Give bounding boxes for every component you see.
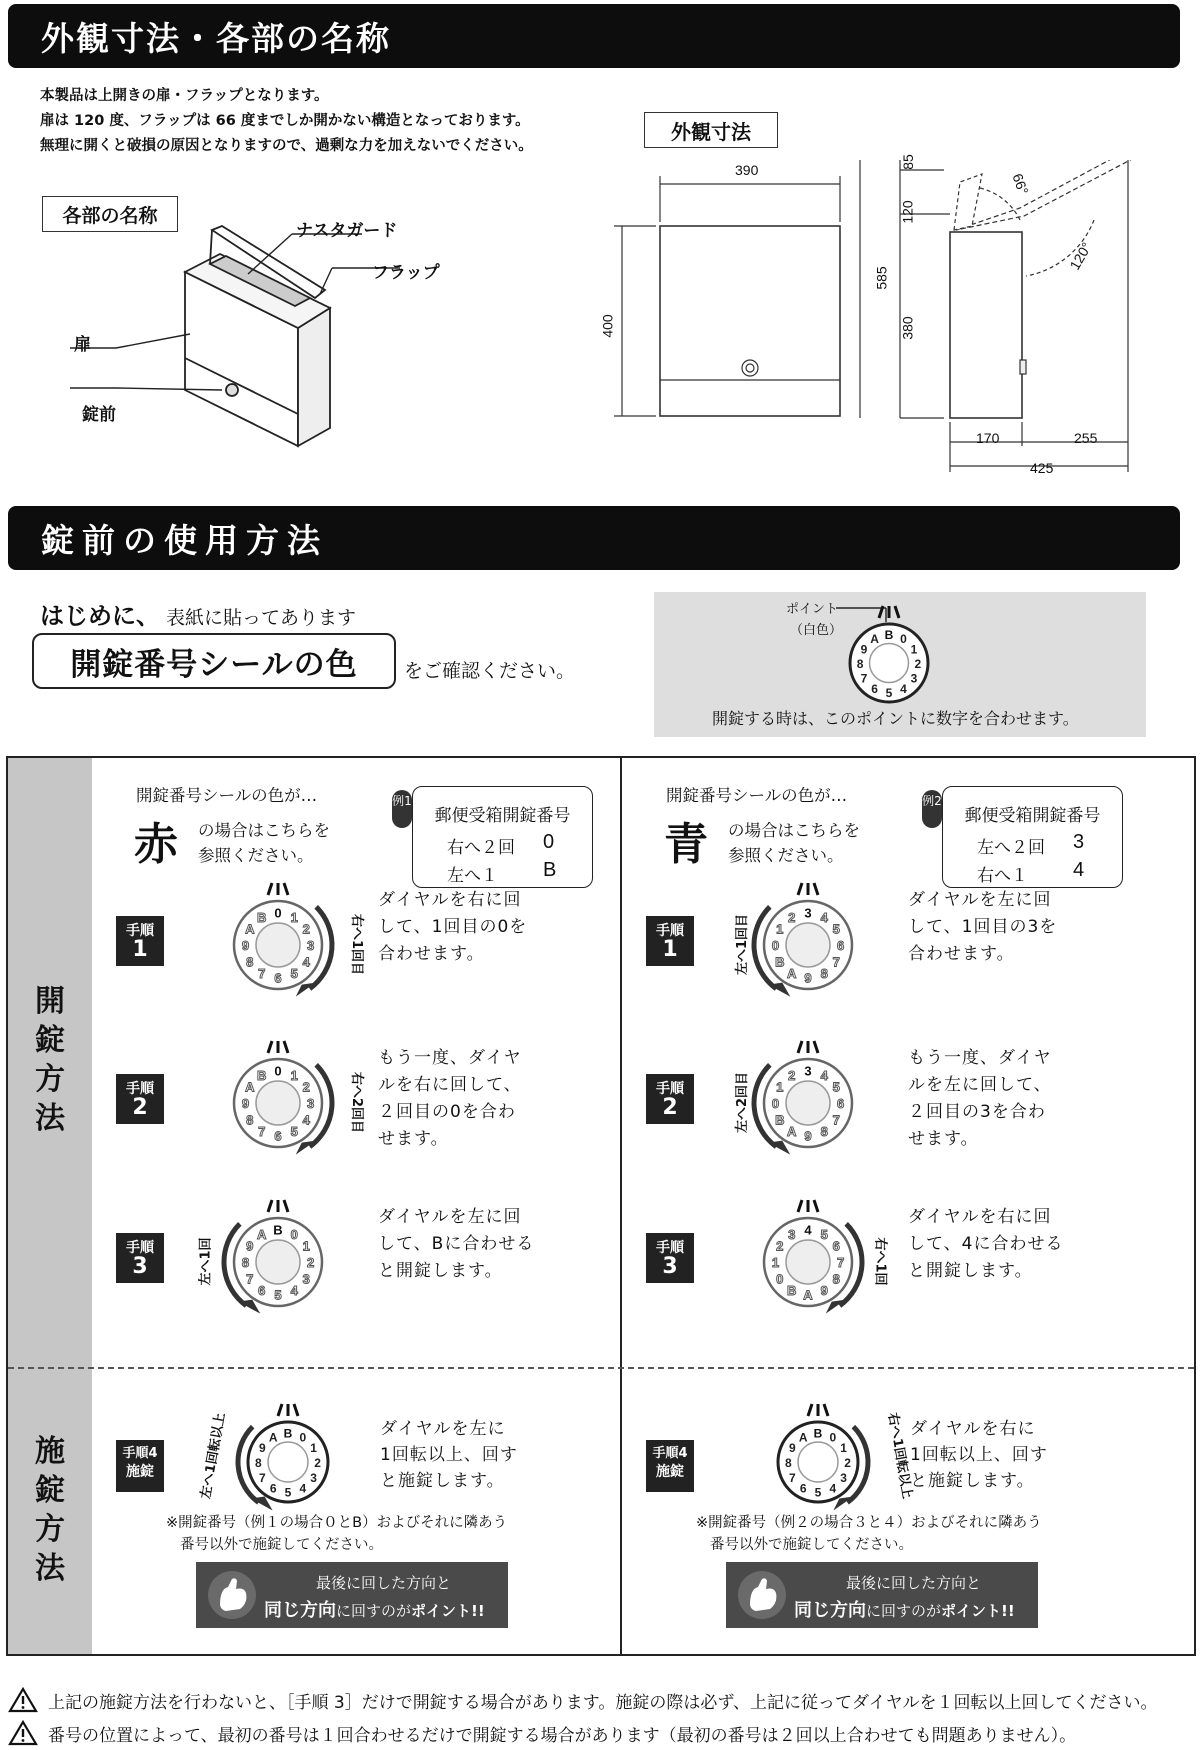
dim-255: 255 xyxy=(1074,430,1098,446)
note-line: 本製品は上開きの扉・フラップとなります。 xyxy=(40,88,329,104)
step-instruction xyxy=(908,1045,1052,1153)
step-badge xyxy=(646,1233,694,1283)
dial-digit: 2 xyxy=(788,1067,796,1083)
step-instruction-line: せます。 xyxy=(378,1129,449,1149)
lock-note-line: 番号以外で施錠してください。 xyxy=(180,1537,383,1553)
dial-digit: 8 xyxy=(820,966,828,982)
dim-total-height: 585 xyxy=(873,266,890,290)
dial-digit: B xyxy=(775,954,785,970)
tip-box xyxy=(726,1562,1038,1628)
lock-note-line: ※開錠番号（例２の場合３と４）およびそれに隣あう xyxy=(696,1515,1042,1531)
dial-icon xyxy=(230,1214,326,1310)
lock-note-line: 番号以外で施錠してください。 xyxy=(710,1537,913,1553)
step-badge-label: 手順 xyxy=(656,1240,684,1256)
dial-digit: 8 xyxy=(832,1271,840,1287)
dial-icon xyxy=(760,897,856,993)
dial-digit: 4 xyxy=(820,1067,828,1083)
step-instruction-line: ルを左に回して、 xyxy=(908,1075,1052,1095)
combination-title: 郵便受箱開錠番号 xyxy=(434,806,571,826)
dial-digit: 0 xyxy=(829,1430,837,1445)
dial-digit: 5 xyxy=(820,1226,828,1242)
dial-digit: 9 xyxy=(820,1283,828,1299)
dial-digit: A xyxy=(245,1079,255,1095)
step-instruction xyxy=(378,1204,534,1285)
lock-instruction-line: と施錠します。 xyxy=(380,1471,505,1491)
dial-digit: 9 xyxy=(259,1441,266,1456)
step-instruction-line: ルを右に回して、 xyxy=(378,1075,522,1095)
dial-digit: 5 xyxy=(290,1124,298,1140)
color-question: 開錠番号シールの色が… xyxy=(136,786,318,805)
lock-dial-icon xyxy=(244,1418,332,1506)
dial-digit: 2 xyxy=(788,909,796,925)
step-badge-label: 手順 xyxy=(126,1081,154,1097)
color-name: 青 xyxy=(664,819,708,870)
dial-digit: 1 xyxy=(290,1067,298,1083)
combination-row-label: 左へ１ xyxy=(447,866,498,886)
direction-label: 左へ2回目 xyxy=(735,1071,751,1134)
dial-digit: 9 xyxy=(860,642,868,657)
dial-digit: 7 xyxy=(832,954,840,970)
dial-digit: 1 xyxy=(310,1441,317,1456)
seal-color-highlight: 開錠番号シールの色 xyxy=(32,633,396,689)
dial-digit: A xyxy=(268,1430,278,1445)
dial-digit: 7 xyxy=(246,1271,254,1287)
color-hint-line: 参照ください。 xyxy=(728,846,844,865)
dial-digit: 4 xyxy=(302,1112,310,1128)
dial-digit: 2 xyxy=(302,1079,310,1095)
section-dash-divider xyxy=(8,1367,1194,1369)
lock-step-badge-top: 手順4 xyxy=(122,1446,158,1461)
step-instruction-line: ２回目の0を合わ xyxy=(378,1102,516,1122)
step-badge xyxy=(116,1074,164,1124)
lock-instruction xyxy=(380,1416,518,1494)
color-hint xyxy=(198,818,330,868)
dial-digit: 8 xyxy=(255,1456,262,1470)
lock-instruction-line: 1回転以上、回す xyxy=(910,1445,1048,1465)
dial-knob xyxy=(870,644,909,683)
dial-digit: B xyxy=(257,1067,267,1083)
tip-line-2 xyxy=(264,1596,485,1622)
lock-instruction-line: 1回転以上、回す xyxy=(380,1445,518,1465)
dial-digit: B xyxy=(813,1426,823,1441)
dial-icon xyxy=(230,1055,326,1151)
step-badge-number: 2 xyxy=(132,1095,148,1120)
dial-digit: A xyxy=(257,1226,267,1242)
step-instruction-line: せます。 xyxy=(908,1129,979,1149)
dial-icon xyxy=(760,1055,856,1151)
warning-icon xyxy=(8,1720,38,1746)
dial-digit: 3 xyxy=(310,1470,317,1485)
dial-digit: 5 xyxy=(814,1485,822,1500)
dial-digit: 2 xyxy=(844,1456,851,1470)
dial-digit: 4 xyxy=(804,1222,812,1238)
color-hint xyxy=(728,818,860,868)
label-flap: フラップ xyxy=(372,263,440,283)
dial-digit: 4 xyxy=(900,681,907,696)
section-title-dimensions: 外観寸法・各部の名称 xyxy=(8,4,1180,68)
label-lock: 錠前 xyxy=(82,405,116,425)
dial-digit: 0 xyxy=(771,1096,780,1111)
tip-line-1: 最後に回した方向と xyxy=(316,1574,452,1592)
lock-step-badge xyxy=(116,1440,164,1492)
step-badge-label: 手順 xyxy=(656,1081,684,1097)
dial-digit: 9 xyxy=(241,1096,250,1111)
color-hint-line: 参照ください。 xyxy=(198,846,314,865)
warning-icon xyxy=(8,1687,38,1713)
step-instruction-line: 合わせます。 xyxy=(378,944,485,964)
dial-digit: 3 xyxy=(840,1470,847,1485)
dim-depth: 425 xyxy=(1030,460,1054,476)
step-instruction-line: と開錠します。 xyxy=(908,1261,1033,1281)
dial-digit: 3 xyxy=(306,938,315,953)
dial-digit: 5 xyxy=(885,685,893,700)
tip-bold: 同じ方向 xyxy=(794,1600,866,1621)
dial-digit: 1 xyxy=(771,1255,780,1270)
color-hint-line: の場合はこちらを xyxy=(198,821,330,840)
step-instruction-line: 合わせます。 xyxy=(908,944,1015,964)
dial-digit: 0 xyxy=(290,1226,298,1242)
warning-1 xyxy=(8,1687,1158,1713)
step-instruction-line: ダイヤルを左に回 xyxy=(378,1207,522,1227)
dial-digit: 1 xyxy=(776,1079,784,1095)
dial-digit: 6 xyxy=(871,681,878,696)
dial-digit: 4 xyxy=(299,1481,307,1496)
dial-digit: 1 xyxy=(910,642,918,657)
dial-digit: 8 xyxy=(820,1124,828,1140)
dim-width: 390 xyxy=(735,162,759,178)
combination-row-value: B xyxy=(543,859,557,881)
dim-angle-120: 120° xyxy=(1066,239,1095,273)
dial-digit: 5 xyxy=(832,1079,840,1095)
dial-digit: 0 xyxy=(274,1063,282,1079)
dial-digit: 6 xyxy=(269,1481,277,1496)
point-dial-icon xyxy=(846,620,932,706)
dial-digit: 6 xyxy=(836,938,845,953)
step-badge-label: 手順 xyxy=(126,923,154,939)
tip-end: ポイント!! xyxy=(941,1602,1015,1620)
combination-box xyxy=(942,786,1123,888)
label-door: 扉 xyxy=(74,335,91,355)
step-instruction-line: して、4に合わせる xyxy=(908,1234,1064,1254)
example-badge: 例1 xyxy=(392,790,412,828)
parts-title: 各部の名称 xyxy=(42,196,178,232)
dial-digit: 4 xyxy=(820,909,828,925)
dial-digit: 5 xyxy=(290,966,298,982)
point-label: ポイント xyxy=(786,602,839,617)
dial-digit: 8 xyxy=(241,1255,250,1270)
dim-height: 400 xyxy=(599,314,616,338)
step-instruction-line: もう一度、ダイヤ xyxy=(378,1048,522,1068)
tip-bold: 同じ方向 xyxy=(264,1600,336,1621)
product-notes xyxy=(40,84,533,159)
step-instruction xyxy=(908,887,1057,968)
dial-digit: 6 xyxy=(274,1128,282,1144)
dial-digit: 2 xyxy=(914,657,922,671)
combination-row-label: 右へ２回 xyxy=(447,838,515,858)
dial-digit: 9 xyxy=(241,938,250,953)
dial-digit: 2 xyxy=(306,1255,315,1270)
dial-digit: 8 xyxy=(785,1456,792,1470)
point-sub: （白色） xyxy=(790,623,843,638)
step-instruction-line: して、Bに合わせる xyxy=(378,1234,535,1254)
dial-digit: 6 xyxy=(836,1096,845,1111)
dial-digit: 1 xyxy=(840,1441,847,1456)
color-name: 赤 xyxy=(134,819,178,870)
dial-digit: B xyxy=(884,628,894,643)
tip-line-1: 最後に回した方向と xyxy=(846,1574,982,1592)
dims-title: 外観寸法 xyxy=(644,112,778,148)
lock-instruction-line: ダイヤルを左に xyxy=(380,1419,506,1439)
dial-digit: A xyxy=(798,1430,808,1445)
dial-digit: B xyxy=(283,1426,293,1441)
dial-digit: A xyxy=(803,1287,813,1303)
dial-digit: 8 xyxy=(856,657,864,671)
tip-box xyxy=(196,1562,508,1628)
point-caption: 開錠する時は、このポイントに数字を合わせます。 xyxy=(712,709,1079,728)
color-hint-line: の場合はこちらを xyxy=(728,821,860,840)
step-instruction-line: と開錠します。 xyxy=(378,1261,503,1281)
label-unlock-method: 開錠方法 xyxy=(35,984,65,1136)
dial-digit: B xyxy=(273,1222,283,1238)
lock-direction-label: 左へ1回転以上 xyxy=(198,1411,229,1501)
dim-380: 380 xyxy=(899,316,916,340)
dial-digit: 5 xyxy=(832,921,840,937)
lock-note xyxy=(696,1512,1042,1556)
step-instruction-line: ダイヤルを右に回 xyxy=(378,890,522,910)
dial-digit: 5 xyxy=(284,1485,292,1500)
dial-digit: 4 xyxy=(829,1481,837,1496)
lock-step-badge xyxy=(646,1440,694,1492)
dial-digit: 9 xyxy=(804,970,812,986)
intro-tail: をご確認ください。 xyxy=(404,660,576,682)
combination-box xyxy=(412,786,593,888)
dial-digit: 2 xyxy=(314,1456,321,1470)
dial-digit: 1 xyxy=(302,1238,310,1254)
example-badge: 例2 xyxy=(922,790,942,828)
step-instruction-line: して、1回目の0を xyxy=(378,917,528,937)
dial-digit: 1 xyxy=(776,921,784,937)
dial-digit: 7 xyxy=(860,671,868,686)
combination-row-value: 4 xyxy=(1073,859,1085,881)
combination-row-label: 左へ２回 xyxy=(977,838,1045,858)
direction-label: 左へ1回目 xyxy=(735,913,751,976)
dial-digit: 3 xyxy=(804,1063,812,1079)
dial-digit: 3 xyxy=(306,1096,315,1111)
step-instruction-line: ２回目の3を合わ xyxy=(908,1102,1046,1122)
step-badge xyxy=(116,1233,164,1283)
dial-digit: 7 xyxy=(789,1470,796,1485)
dial-digit: 3 xyxy=(302,1271,310,1287)
lock-note xyxy=(166,1512,507,1556)
dial-icon xyxy=(760,1214,856,1310)
combination-row-label: 右へ１ xyxy=(977,866,1028,886)
tip-end: ポイント!! xyxy=(411,1602,485,1620)
step-instruction xyxy=(908,1204,1063,1285)
dial-digit: A xyxy=(870,632,879,647)
dial-digit: 2 xyxy=(302,921,310,937)
warning-text: 番号の位置によって、最初の番号は１回合わせるだけで開錠する場合があります（最初の番号は２回以上合わせても問題ありません）。 xyxy=(48,1725,1077,1746)
step-instruction xyxy=(378,887,527,968)
dial-digit: B xyxy=(775,1112,785,1128)
dial-digit: 0 xyxy=(771,938,780,953)
direction-label: 左へ1回 xyxy=(198,1237,214,1286)
step-instruction-line: ダイヤルを右に回 xyxy=(908,1207,1052,1227)
combination-row-value: 0 xyxy=(543,831,555,853)
step-instruction-line: して、1回目の3を xyxy=(908,917,1058,937)
dial-digit: 9 xyxy=(246,1238,254,1254)
pointing-hand-icon xyxy=(206,1569,258,1621)
dial-digit: 4 xyxy=(302,954,310,970)
dial-digit: 3 xyxy=(804,905,812,921)
section-title-lock-usage: 錠前の使用方法 xyxy=(8,506,1180,570)
note-line: 扉は 120 度、フラップは 66 度までしか開かない構造となっております。 xyxy=(40,113,530,129)
pointing-hand-icon xyxy=(736,1569,788,1621)
dial-knob xyxy=(256,923,300,967)
intro-small: 表紙に貼ってあります xyxy=(166,607,357,629)
dial-knob xyxy=(256,1081,300,1125)
dim-120: 120 xyxy=(899,200,916,224)
dial-knob xyxy=(798,1442,838,1482)
lock-instruction-line: ダイヤルを右に xyxy=(910,1419,1036,1439)
dial-digit: 0 xyxy=(299,1430,307,1445)
step-badge-number: 3 xyxy=(132,1254,148,1279)
step-badge-number: 2 xyxy=(662,1095,678,1120)
direction-label: 右へ1回 xyxy=(872,1237,888,1286)
combination-title: 郵便受箱開錠番号 xyxy=(964,806,1101,826)
lock-step-badge-bottom: 施錠 xyxy=(126,1464,154,1480)
dial-digit: 4 xyxy=(290,1283,298,1299)
dial-digit: 8 xyxy=(246,954,254,970)
intro-line xyxy=(40,596,356,631)
dial-digit: B xyxy=(257,909,267,925)
label-guard: ナスタガード xyxy=(296,221,398,241)
dial-digit: 0 xyxy=(900,632,907,647)
dial-digit: 2 xyxy=(776,1238,784,1254)
dial-digit: A xyxy=(787,966,797,982)
dial-digit: 6 xyxy=(258,1283,266,1299)
dial-digit: A xyxy=(787,1124,797,1140)
dial-knob xyxy=(256,1240,300,1284)
color-question: 開錠番号シールの色が… xyxy=(666,786,848,805)
dial-knob xyxy=(786,1081,830,1125)
dial-digit: 3 xyxy=(788,1226,796,1242)
step-badge-number: 3 xyxy=(662,1254,678,1279)
dial-digit: 0 xyxy=(776,1271,784,1287)
dial-digit: 0 xyxy=(274,905,282,921)
dial-digit: 6 xyxy=(832,1238,840,1254)
dial-digit: 8 xyxy=(246,1112,254,1128)
dial-digit: 7 xyxy=(259,1470,266,1485)
step-badge xyxy=(646,1074,694,1124)
step-badge-label: 手順 xyxy=(656,923,684,939)
dim-angle-66: 66° xyxy=(1009,171,1032,197)
step-badge-number: 1 xyxy=(132,937,148,962)
step-instruction-line: ダイヤルを左に回 xyxy=(908,890,1052,910)
dial-digit: A xyxy=(245,921,255,937)
lock-step-badge-bottom: 施錠 xyxy=(656,1464,684,1480)
dial-knob xyxy=(786,923,830,967)
lock-step-badge-top: 手順4 xyxy=(652,1446,688,1461)
step-instruction-line: もう一度、ダイヤ xyxy=(908,1048,1052,1068)
dial-digit: 1 xyxy=(290,909,298,925)
column-divider xyxy=(620,758,622,1654)
lock-instruction-line: と施錠します。 xyxy=(910,1471,1035,1491)
label-lock-method: 施錠方法 xyxy=(35,1434,65,1586)
dial-digit: 5 xyxy=(274,1287,282,1303)
lock-dial-icon xyxy=(774,1418,862,1506)
dial-digit: 7 xyxy=(836,1255,845,1270)
dial-digit: 7 xyxy=(258,966,266,982)
tip-mid: に回すのが xyxy=(336,1602,412,1620)
step-badge xyxy=(646,916,694,966)
step-instruction xyxy=(378,1045,522,1153)
tip-mid: に回すのが xyxy=(866,1602,942,1620)
dim-170: 170 xyxy=(976,430,1000,446)
lock-direction-label: 右へ1回転以上 xyxy=(884,1411,915,1501)
dial-digit: 9 xyxy=(804,1128,812,1144)
step-badge xyxy=(116,916,164,966)
dim-85: 85 xyxy=(899,154,916,170)
lock-instruction xyxy=(910,1416,1048,1494)
dial-digit: 6 xyxy=(799,1481,807,1496)
dial-digit: B xyxy=(787,1283,797,1299)
step-badge-number: 1 xyxy=(662,937,678,962)
tip-line-2 xyxy=(794,1596,1015,1622)
dial-digit: 7 xyxy=(832,1112,840,1128)
dial-digit: 6 xyxy=(274,970,282,986)
warning-2 xyxy=(8,1720,1076,1746)
direction-label: 右へ2回目 xyxy=(349,1071,365,1134)
dial-knob xyxy=(268,1442,308,1482)
step-badge-label: 手順 xyxy=(126,1240,154,1256)
direction-label: 右へ1回目 xyxy=(349,913,365,976)
dial-digit: 7 xyxy=(258,1124,266,1140)
lock-note-line: ※開錠番号（例１の場合０とB）およびそれに隣あう xyxy=(166,1515,508,1531)
dial-knob xyxy=(786,1240,830,1284)
intro-lead: はじめに、 xyxy=(40,602,160,630)
dial-digit: 3 xyxy=(910,671,918,686)
dial-icon xyxy=(230,897,326,993)
warning-text: 上記の施錠方法を行わないと、［手順 3］だけで開錠する場合があります。施錠の際は必ず、上記に従ってダイヤルを１回転以上回してください。 xyxy=(48,1692,1158,1713)
combination-row-value: 3 xyxy=(1073,831,1085,853)
dial-digit: 9 xyxy=(789,1441,796,1456)
note-line: 無理に開くと破損の原因となりますので、過剰な力を加えないでください。 xyxy=(40,138,533,154)
